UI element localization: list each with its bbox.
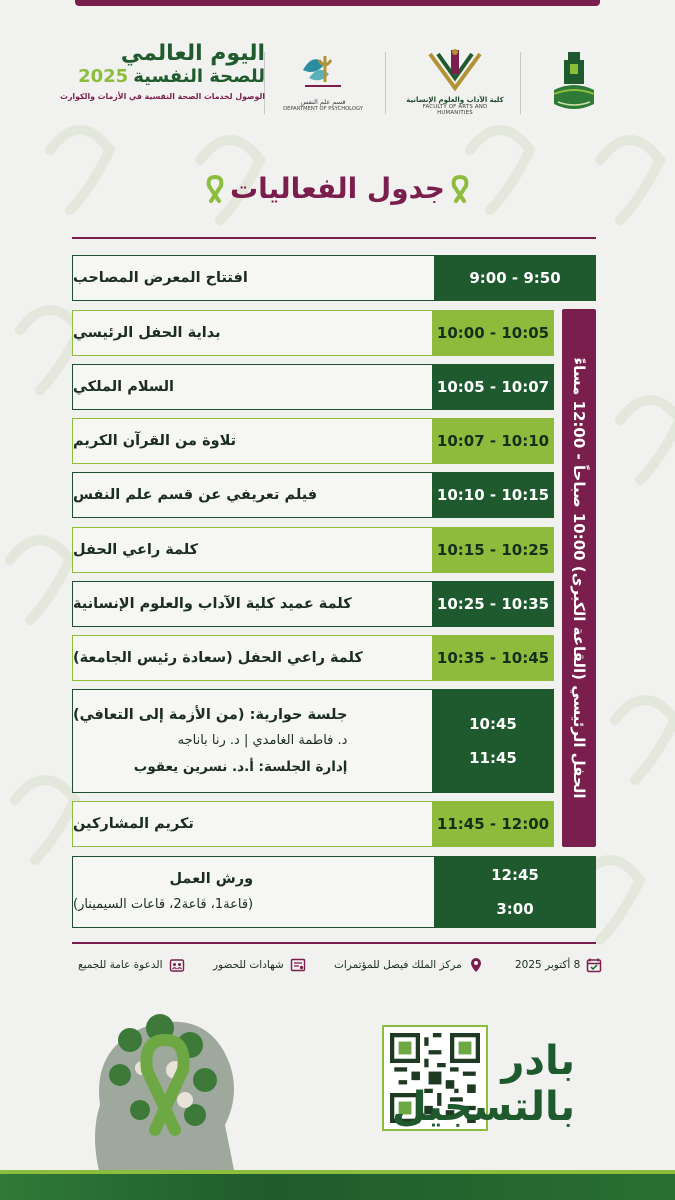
row-label: كلمة راعي الحفل (سعادة رئيس الجامعة) xyxy=(73,650,363,666)
location-pin-icon xyxy=(468,957,484,973)
time-text: 10:05 - 10:07 xyxy=(436,378,550,396)
time-text: 10:15 - 10:25 xyxy=(436,541,550,559)
schedule-row-royal-anthem xyxy=(72,364,554,410)
row-description xyxy=(72,255,436,301)
green-ribbon-icon xyxy=(206,175,224,203)
arts-faculty-logo xyxy=(405,48,505,124)
row-description xyxy=(72,689,434,793)
event-title-line1: اليوم العالمي xyxy=(120,41,265,66)
time-text: 11:45 - 12:00 xyxy=(436,815,550,833)
event-info-bar xyxy=(70,957,610,981)
row-label: تلاوة من القرآن الكريم xyxy=(73,433,237,449)
schedule-row-panel-session xyxy=(72,689,554,793)
info-certificates xyxy=(213,957,306,973)
register-line1: بادر xyxy=(501,1038,575,1084)
row-time xyxy=(434,856,596,928)
row-label: بداية الحفل الرئيسي xyxy=(73,325,221,341)
event-title-block xyxy=(60,42,265,101)
row-description xyxy=(72,527,434,573)
row-time xyxy=(432,472,554,518)
psychology-dept-logo xyxy=(278,50,368,120)
head-illustration xyxy=(70,1000,250,1175)
main-ceremony-label: الحفل الرئيسي (القاعة الكبرى) 10:00 صباحاً - 12:00 مساءً xyxy=(570,357,588,799)
divider-line xyxy=(72,237,596,239)
panel-speakers: د. فاطمة الغامدي | د. رنا باناجه xyxy=(177,733,348,748)
row-label: جلسة حوارية: (من الأزمة إلى التعافي) xyxy=(73,707,348,723)
header xyxy=(40,40,640,130)
info-location xyxy=(334,957,484,973)
top-accent-bar xyxy=(75,0,600,6)
row-label: افتتاح المعرض المصاحب xyxy=(73,270,248,286)
row-time xyxy=(432,364,554,410)
time-start: 12:45 xyxy=(491,866,539,884)
schedule-heading xyxy=(0,172,675,205)
psy-logo-arabic: قسم علم النفس xyxy=(300,98,346,106)
event-year: 2025 xyxy=(78,66,129,87)
invitation-icon xyxy=(169,957,185,973)
event-title-text: للصحة النفسية xyxy=(133,66,265,87)
arts-logo-arabic: كلية الآداب والعلوم الإنسانية xyxy=(406,96,504,104)
row-description xyxy=(72,418,434,464)
row-description xyxy=(72,856,436,928)
time-start: 10:45 xyxy=(469,715,517,733)
schedule-row-president-speech xyxy=(72,635,554,681)
row-time xyxy=(432,418,554,464)
row-description xyxy=(72,581,434,627)
schedule-row-intro-film xyxy=(72,472,554,518)
row-description xyxy=(72,364,434,410)
row-time xyxy=(432,527,554,573)
arts-logo-english: FACULTY OF ARTS AND HUMANITIES xyxy=(422,104,488,116)
row-time xyxy=(434,255,596,301)
psychology-emblem-icon xyxy=(295,50,351,94)
schedule-row-dean-speech xyxy=(72,581,554,627)
row-time xyxy=(432,581,554,627)
time-text: 10:10 - 10:15 xyxy=(436,486,550,504)
time-end: 3:00 xyxy=(496,900,534,918)
register-call-to-action xyxy=(392,1038,575,1130)
row-description xyxy=(72,635,434,681)
row-description xyxy=(72,801,434,847)
row-time xyxy=(432,310,554,356)
divider-line xyxy=(72,942,596,944)
row-label: كلمة راعي الحفل xyxy=(73,542,199,558)
schedule-row-ceremony-start xyxy=(72,310,554,356)
info-invitation-text: الدعوة عامة للجميع xyxy=(78,959,163,971)
info-location-text: مركز الملك فيصل للمؤتمرات xyxy=(334,959,462,971)
bottom-section xyxy=(0,1000,675,1200)
time-text: 10:25 - 10:35 xyxy=(436,595,550,613)
row-label: السلام الملكي xyxy=(73,379,175,395)
main-ceremony-bar xyxy=(562,309,596,847)
row-label: تكريم المشاركين xyxy=(73,816,194,832)
row-label: ورش العمل xyxy=(169,871,254,887)
time-text: 10:07 - 10:10 xyxy=(436,432,550,450)
psy-logo-english: DEPARTMENT OF PSYCHOLOGY xyxy=(283,106,363,112)
calendar-icon xyxy=(586,957,602,973)
certificate-icon xyxy=(290,957,306,973)
row-time xyxy=(432,635,554,681)
schedule-row-honoring xyxy=(72,801,554,847)
time-end: 11:45 xyxy=(469,749,517,767)
schedule-row-quran xyxy=(72,418,554,464)
row-label: كلمة عميد كلية الآداب والعلوم الإنسانية xyxy=(73,596,352,612)
time-text: 10:00 - 10:05 xyxy=(436,324,550,342)
time-text: 10:35 - 10:45 xyxy=(436,649,550,667)
info-invitation xyxy=(78,957,185,973)
green-ribbon-icon xyxy=(451,175,469,203)
schedule-row-exhibition xyxy=(72,255,596,301)
schedule-row-sponsor-speech xyxy=(72,527,554,573)
arts-emblem-icon xyxy=(420,48,490,92)
bottom-green-strip xyxy=(0,1174,675,1200)
info-date xyxy=(515,957,602,973)
header-separator xyxy=(520,52,521,114)
row-description xyxy=(72,310,434,356)
info-certificates-text: شهادات للحضور xyxy=(213,959,284,971)
row-label: فيلم تعريفي عن قسم علم النفس xyxy=(73,487,318,503)
workshop-rooms: (قاعة1، قاعة2، قاعات السيمينار) xyxy=(73,897,254,912)
row-time xyxy=(432,801,554,847)
university-logo xyxy=(550,50,598,114)
row-description xyxy=(72,472,434,518)
time-text: 9:00 - 9:50 xyxy=(469,269,561,287)
info-date-text: 8 أكتوبر 2025 xyxy=(515,959,581,971)
event-title-line2 xyxy=(60,66,265,88)
header-separator xyxy=(385,52,386,114)
event-subtitle: الوصول لخدمات الصحة النفسية في الأزمات والكوارث xyxy=(60,92,265,101)
register-line2: بالتسجيل xyxy=(392,1084,575,1130)
schedule-title: جدول الفعاليات xyxy=(230,172,445,205)
panel-moderator: إدارة الجلسة: أ.د. نسرين يعقوب xyxy=(133,759,348,775)
row-time xyxy=(432,689,554,793)
schedule-row-workshops xyxy=(72,856,596,928)
